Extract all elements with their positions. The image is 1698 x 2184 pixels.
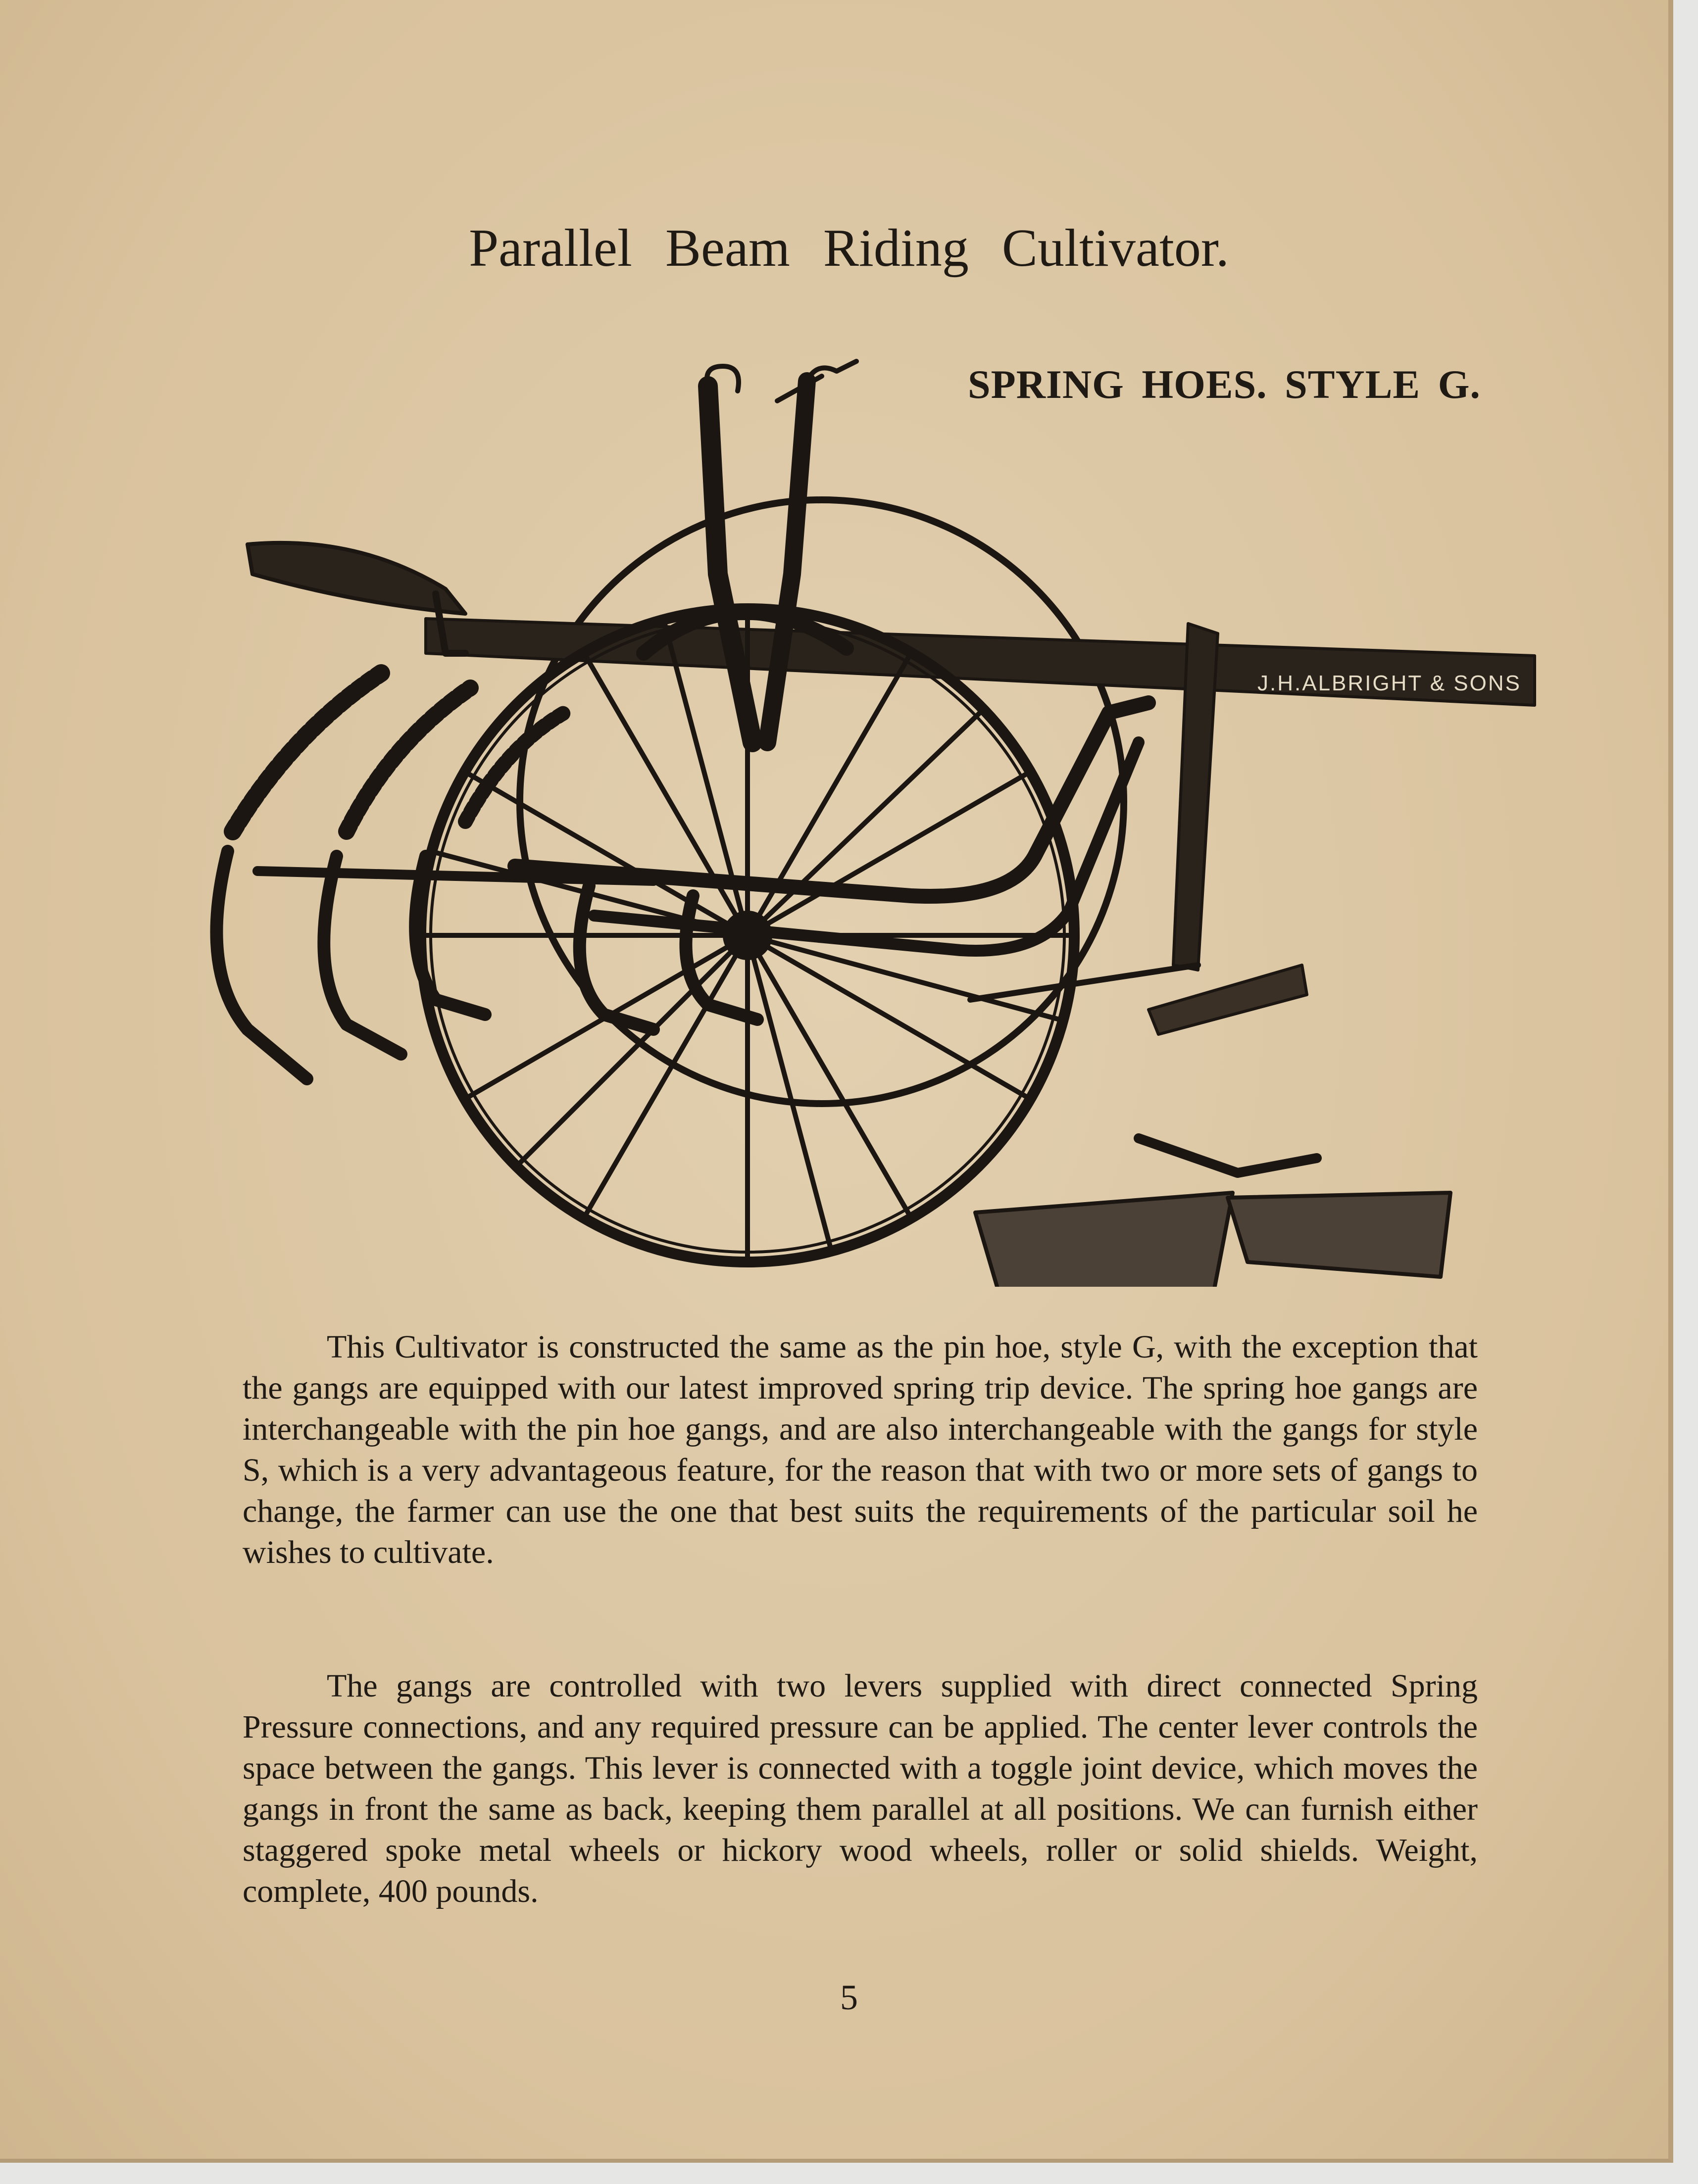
front-wheel [421, 609, 1074, 1262]
shields [975, 1138, 1450, 1287]
seat [248, 543, 465, 614]
page-title: Parallel Beam Riding Cultivator. [469, 219, 1229, 278]
singletree [1149, 965, 1307, 1034]
beam-maker-stamp: J.H.ALBRIGHT & SONS [1257, 671, 1521, 695]
gang-frame [515, 703, 1149, 896]
page-number: 5 [840, 1978, 858, 2017]
style-subtitle: SPRING HOES. STYLE G. [968, 362, 1481, 407]
cultivator-illustration [168, 356, 1545, 1287]
description-paragraph-2: The gangs are controlled with two levers supplied with direct connected Spring Pressure connections, and any required pressure can be applied. The center lever controls the space between the gangs. This lever is connected with a toggle joint device, which moves the gangs in front the same as back, keeping them parallel at all positions. We can furnish either staggered spoke metal wheels or hickory wood wheels, roller or solid shields. Weight, complete, 400 pounds. [243, 1668, 1478, 1909]
control-levers [707, 361, 856, 742]
description-paragraph-1: This Cultivator is constructed the same as the pin hoe, style G, with the exception that the gangs are equipped with our latest improved spring trip device. The spring hoe gangs are interchangeable with the pin hoe gangs, and are also interchangeable with the gangs for style S, which is a very advantageous feature, for the reason that with two or more sets of gangs to change, the farmer can use the one that best suits the requirements of the particular soil he wishes to cultivate. [243, 1329, 1478, 1570]
